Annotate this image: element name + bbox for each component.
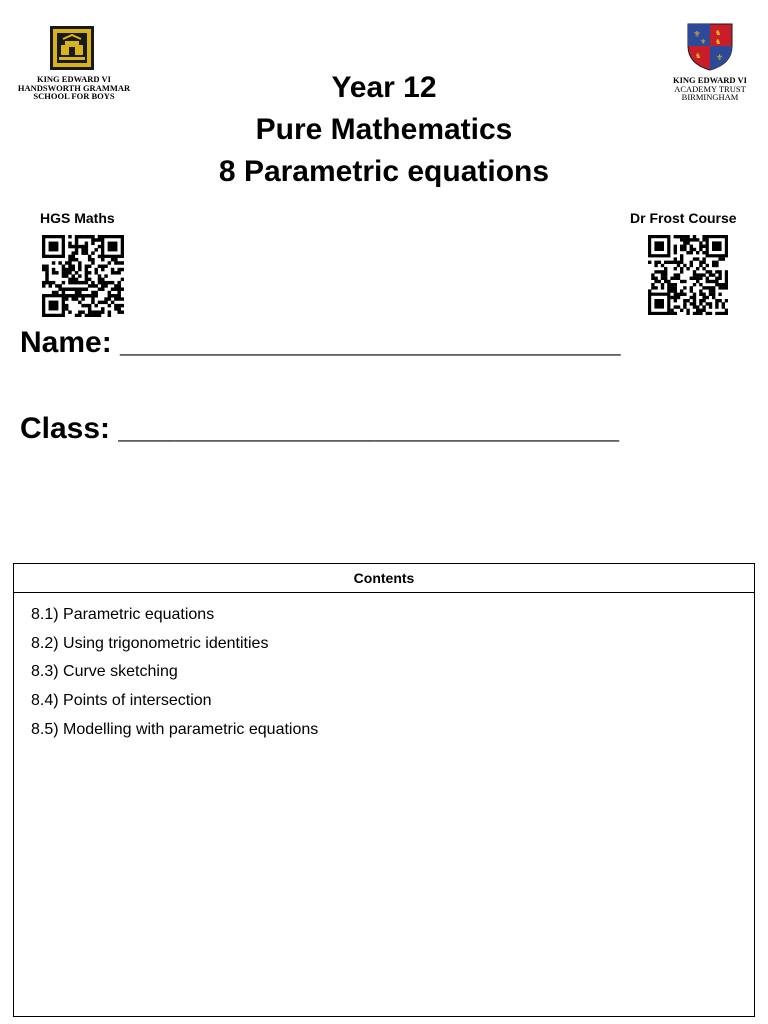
contents-list	[14, 593, 754, 745]
svg-text:♞: ♞	[695, 52, 702, 60]
qr-code-dr-frost[interactable]	[648, 235, 728, 315]
qr-right-label: Dr Frost Course	[630, 210, 737, 226]
contents-item-8-4[interactable]: 8.4) Points of intersection	[31, 692, 212, 710]
title-year: Year 12	[331, 71, 437, 104]
contents-table	[13, 563, 755, 1017]
hgs-crest-logo	[49, 25, 95, 71]
svg-text:♞: ♞	[715, 29, 722, 37]
name-field-label[interactable]: Name: ______________________________	[20, 326, 621, 359]
contents-heading: Contents	[14, 564, 754, 593]
class-field-label[interactable]: Class: ______________________________	[20, 412, 619, 445]
svg-text:⚜: ⚜	[693, 30, 702, 40]
right-school-name: KING EDWARD VI ACADEMY TRUST BIRMINGHAM	[673, 75, 747, 102]
svg-text:⚜: ⚜	[700, 38, 707, 46]
title-subject: Pure Mathematics	[255, 113, 513, 146]
contents-item-8-1[interactable]: 8.1) Parametric equations	[31, 606, 215, 623]
contents-item-8-5[interactable]: 8.5) Modelling with parametric equations	[31, 720, 319, 738]
qr-code-hgs-maths[interactable]	[42, 235, 124, 317]
svg-text:♞: ♞	[715, 38, 722, 46]
svg-text:⚜: ⚜	[716, 53, 724, 62]
contents-item-8-2[interactable]: 8.2) Using trigonometric identities	[31, 634, 269, 652]
title-chapter: 8 Parametric equations	[218, 155, 550, 188]
ke-academy-shield-logo	[686, 22, 734, 72]
left-school-name: KING EDWARD VI HANDSWORTH GRAMMAR SCHOOL FOR BOYS	[17, 74, 131, 101]
qr-left-label: HGS Maths	[40, 210, 115, 226]
contents-item-8-3[interactable]: 8.3) Curve sketching	[31, 663, 178, 681]
